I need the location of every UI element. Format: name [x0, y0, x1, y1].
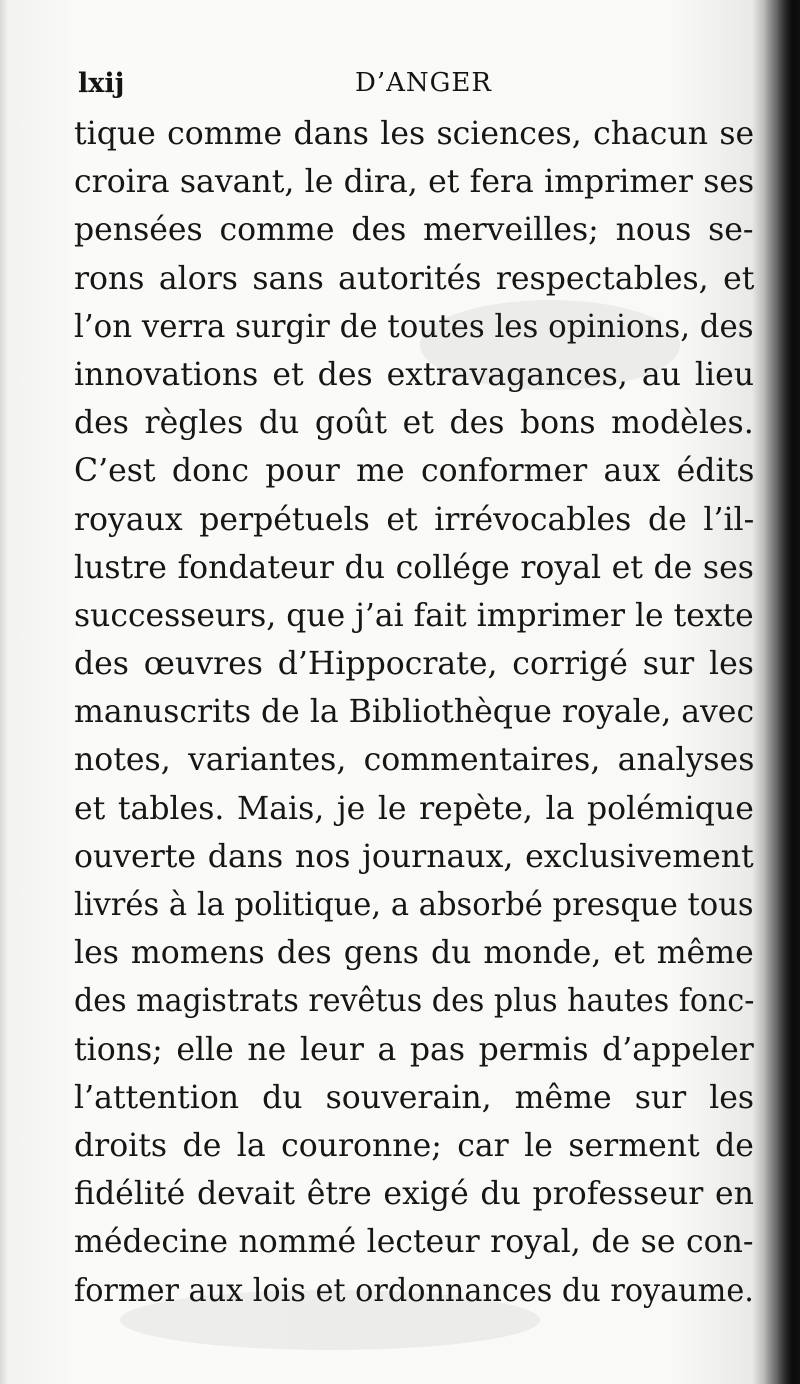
text-line: lustre fondateur du collége royal et de ses [74, 549, 754, 586]
text-line: rons alors sans autorités respectables, et [74, 260, 755, 297]
text-line: innovations et des extravagances, au lieu [74, 356, 754, 393]
text-line: ouverte dans nos journaux, exclusivement [74, 838, 754, 875]
text-line: pensées comme des merveilles; nous se- [74, 212, 754, 249]
text-line: des magistrats revêtus des plus hautes fonc- [74, 983, 755, 1020]
text-line: des règles du goût et des bons modèles. [74, 405, 754, 442]
text-line: tions; elle ne leur a pas permis d’appeler [74, 1031, 754, 1068]
text-line: droits de la couronne; car le serment de [74, 1127, 754, 1164]
running-head: D’ANGER [355, 68, 492, 98]
body-text [74, 110, 754, 1315]
text-line: fidélité devait être exigé du professeur en [74, 1176, 754, 1213]
text-line: tique comme dans les sciences, chacun se [74, 116, 755, 152]
text-line: notes, variantes, commentaires, analyses [74, 742, 755, 779]
text-line: successeurs, que j’ai fait imprimer le texte [74, 597, 754, 634]
text-line: former aux lois et ordonnances du royaume. [74, 1272, 754, 1309]
text-line: livrés à la politique, a absorbé presque tous [74, 887, 754, 923]
text-line: et tables. Mais, je le repète, la polémique [74, 790, 754, 827]
text-line: royaux perpétuels et irrévocables de l’il- [74, 501, 755, 538]
text-line: l’attention du souverain, même sur les [74, 1079, 755, 1116]
text-line: des œuvres d’Hippocrate, corrigé sur les [74, 646, 754, 683]
page-binding-shadow [764, 0, 800, 1384]
text-line: l’on verra surgir de toutes les opinions, des [74, 308, 754, 345]
text-line: médecine nommé lecteur royal, de se con- [74, 1224, 754, 1261]
text-line: C’est donc pour me conformer aux édits [74, 453, 755, 490]
text-line: les momens des gens du monde, et même [74, 935, 754, 972]
page-header [72, 68, 752, 108]
page-number: lxij [78, 68, 125, 99]
text-line: manuscrits de la Bibliothèque royale, avec [74, 694, 755, 731]
text-line: croira savant, le dira, et fera imprimer ses [74, 164, 755, 201]
page-left-shadow [0, 0, 8, 1384]
